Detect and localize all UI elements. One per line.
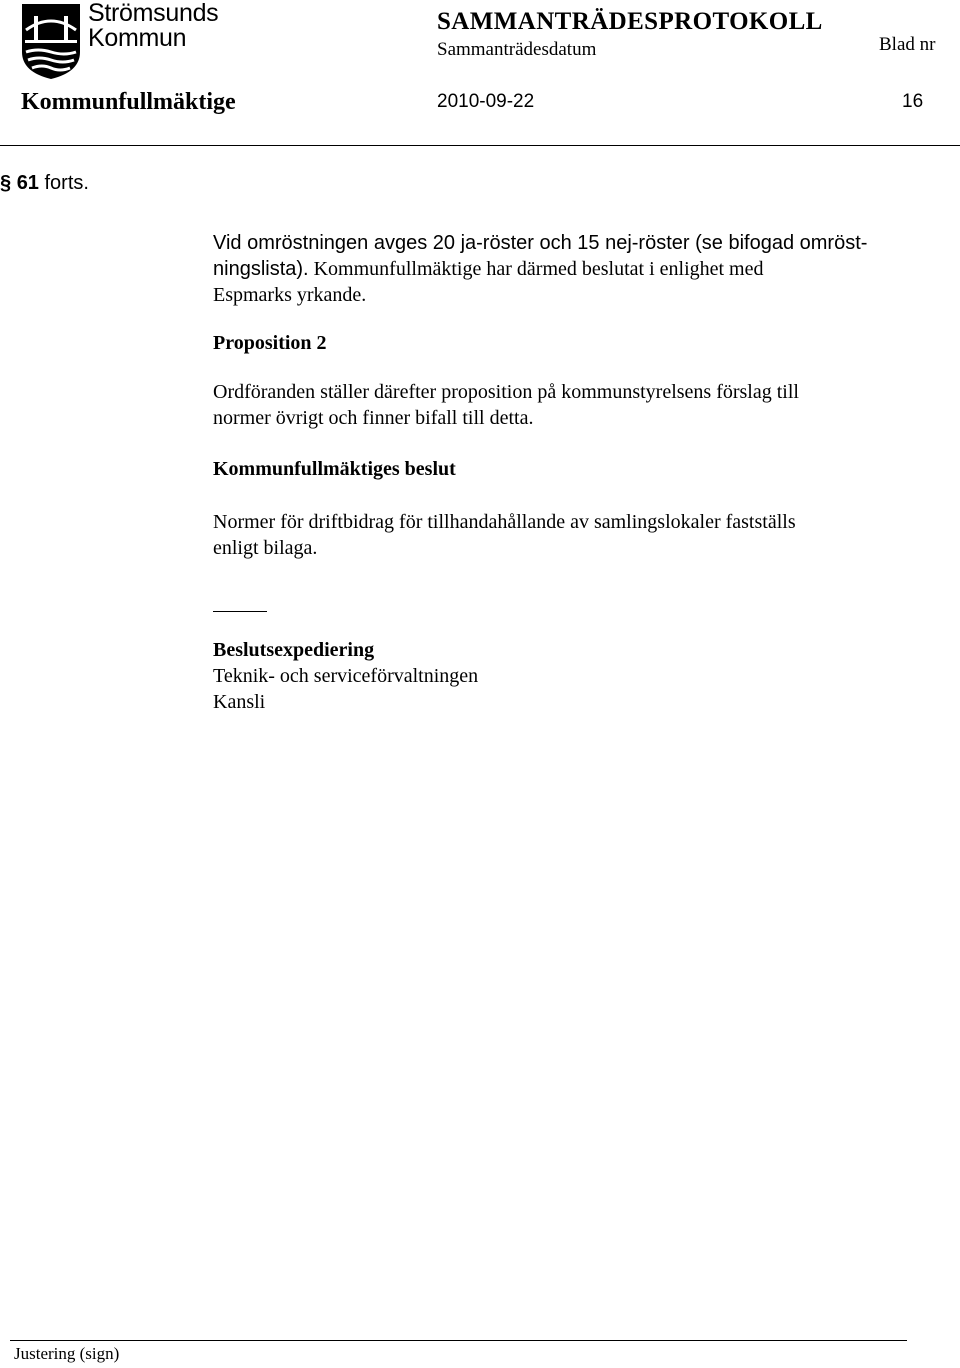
decision-line-2: enligt bilaga. xyxy=(213,537,318,559)
proposition-paragraph xyxy=(213,379,933,431)
decision-paragraph xyxy=(213,509,933,561)
footer-divider xyxy=(10,1340,907,1341)
header-divider xyxy=(0,145,960,146)
proposition-heading: Proposition 2 xyxy=(213,332,327,354)
section-number: 61 xyxy=(16,172,39,194)
bridge-emblem-icon xyxy=(20,2,82,80)
meeting-date-label: Sammanträdesdatum xyxy=(437,39,597,60)
municipality-logo xyxy=(20,2,225,82)
vote-result-paragraph xyxy=(213,230,933,308)
logo-org-line-1: Strömsunds xyxy=(88,0,219,27)
expedition-recipient: Kansli xyxy=(213,691,266,713)
section-symbol: § xyxy=(0,172,12,194)
proposition-line-1: Ordföranden ställer därefter proposition på kommunstyrelsens förslag till xyxy=(213,381,799,403)
section-continued-label: forts. xyxy=(44,172,89,194)
logo-org-line-2: Kommun xyxy=(88,24,187,52)
vote-result-line-1: Vid omröstningen avges 20 ja-röster och 15 nej-röster (se bifogad omröst- xyxy=(213,232,868,254)
decision-heading: Kommunfullmäktiges beslut xyxy=(213,458,456,480)
section-end-divider xyxy=(213,611,267,612)
page-number: 16 xyxy=(902,91,924,112)
proposition-line-2: normer övrigt och finner bifall till detta. xyxy=(213,407,534,429)
expedition-heading: Beslutsexpediering xyxy=(213,639,375,661)
vote-result-line-2-start: ningslista). xyxy=(213,258,309,280)
vote-result-line-3: Espmarks yrkande. xyxy=(213,284,367,306)
page-number-label: Blad nr xyxy=(879,34,936,55)
expedition-recipient: Teknik- och serviceförvaltningen xyxy=(213,665,479,687)
vote-result-line-2-end: Kommunfullmäktige har därmed beslutat i enlighet med xyxy=(313,258,764,280)
vote-result-line-2 xyxy=(213,256,933,282)
section-heading xyxy=(0,172,89,195)
decision-line-1: Normer för driftbidrag för tillhandahållande av samlingslokaler fastställs xyxy=(213,511,796,533)
meeting-date: 2010-09-22 xyxy=(437,91,535,112)
document-type-title: SAMMANTRÄDESPROTOKOLL xyxy=(437,8,823,35)
signature-label: Justering (sign) xyxy=(14,1344,120,1363)
governing-body-name: Kommunfullmäktige xyxy=(21,89,236,115)
